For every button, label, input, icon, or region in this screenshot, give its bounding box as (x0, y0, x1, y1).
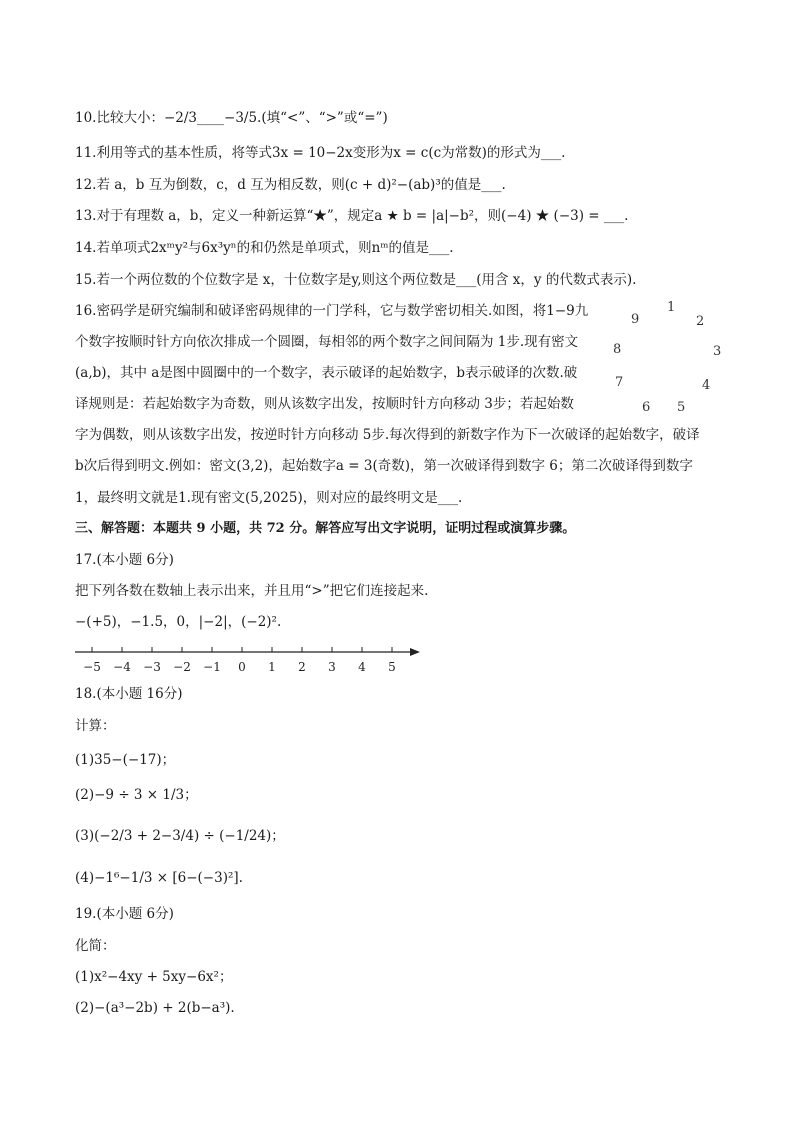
section-heading: 三、解答题：本题共 9 小题，共 72 分。解答应写出文字说明，证明过程或演算步骤。 (75, 521, 576, 536)
q14: 14.若单项式2xᵐy²与6x³yⁿ的和仍然是单项式，则nᵐ的值是___. (75, 240, 454, 256)
digit-9: 9 (631, 312, 640, 327)
number-line-arrow (410, 648, 420, 656)
number-line-tick-label: 3 (328, 660, 336, 674)
digit-6: 6 (642, 400, 651, 415)
number-line-tick-label: −2 (173, 660, 191, 674)
digit-3: 3 (713, 344, 722, 359)
q19-title: 19.(本小题 6分) (75, 906, 174, 922)
digit-2: 2 (696, 314, 705, 329)
q18-label: 计算： (75, 718, 116, 734)
number-line-tick-label: −4 (113, 660, 131, 674)
number-line (70, 640, 430, 680)
number-line-tick-label: 5 (388, 660, 396, 674)
q17-instruction: 把下列各数在数轴上表示出来，并且用“>”把它们连接起来. (75, 583, 429, 599)
digit-8: 8 (613, 342, 622, 357)
q19-part2: (2)−(a³−2b) + 2(b−a³). (75, 1000, 235, 1016)
q16-line7: 1，最终明文就是1.现有密文(5,2025)，则对应的最终明文是___. (75, 490, 463, 506)
q19-part1: (1)x²−4xy + 5xy−6x²； (75, 969, 233, 985)
number-line-tick-label: 1 (268, 660, 276, 674)
digit-5: 5 (677, 400, 686, 415)
number-line-tick-label: 0 (238, 660, 246, 674)
q18-part4: (4)−1⁶−1/3 × [6−(−3)²]. (75, 870, 243, 886)
q16-line3: (a,b)，其中 a是图中圆圈中的一个数字，表示破译的起始数字，b表示破译的次数.破 (75, 365, 578, 381)
q16-line5: 字为偶数，则从该数字出发，按逆时针方向移动 5步.每次得到的新数字作为下一次破译的起始数字，破译 (75, 427, 700, 443)
q16-line2: 个数字按顺时针方向依次排成一个圆圈，每相邻的两个数字之间间隔为 1步.现有密文 (75, 334, 579, 350)
q11: 11.利用等式的基本性质，将等式3x = 10−2x变形为x = c(c为常数)的形式为___. (75, 145, 566, 161)
q19-label: 化简： (75, 938, 116, 954)
q15: 15.若一个两位数的个位数字是 x，十位数字是y,则这个两位数是___(用含 x，y 的代数式表示). (75, 272, 637, 288)
q18-part2: (2)−9 ÷ 3 × 1/3； (75, 787, 198, 803)
digit-1: 1 (667, 300, 676, 315)
number-line-tick-label: −1 (203, 660, 221, 674)
q16-line6: b次后得到明文.例如：密文(3,2)，起始数字a = 3(奇数)，第一次破译得到数字 6；第二次破译得到数字 (75, 458, 693, 474)
q18-part3: (3)(−2/3 + 2−3/4) ÷ (−1/24)； (75, 828, 285, 844)
q13: 13.对于有理数 a，b，定义一种新运算“★”，规定a ★ b = |a|−b²，则(−4) ★ (−3) = ___. (75, 208, 629, 224)
number-line-tick-label: −3 (143, 660, 161, 674)
q18-title: 18.(本小题 16分) (75, 686, 183, 702)
number-line-tick-label: 4 (358, 660, 366, 674)
q16-line4: 译规则是：若起始数字为奇数，则从该数字出发，按顺时针方向移动 3步；若起始数 (75, 396, 574, 412)
digit-7: 7 (615, 375, 624, 390)
q17-numbers: −(+5)，−1.5，0，|−2|，(−2)². (75, 614, 282, 630)
number-line-tick-label: 2 (298, 660, 306, 674)
q10: 10.比较大小：−2/3____−3/5.(填“<”、“>”或“=”) (75, 110, 388, 126)
q17-title: 17.(本小题 6分) (75, 552, 174, 568)
digit-4: 4 (702, 378, 711, 393)
digit-circle (600, 295, 730, 420)
q12: 12.若 a，b 互为倒数，c，d 互为相反数，则(c + d)²−(ab)³的值是___. (75, 177, 506, 193)
q16-line1: 16.密码学是研究编制和破译密码规律的一门学科，它与数学密切相关.如图，将1−9九 (75, 303, 589, 319)
q18-part1: (1)35−(−17)； (75, 752, 176, 768)
number-line-tick-label: −5 (83, 660, 101, 674)
